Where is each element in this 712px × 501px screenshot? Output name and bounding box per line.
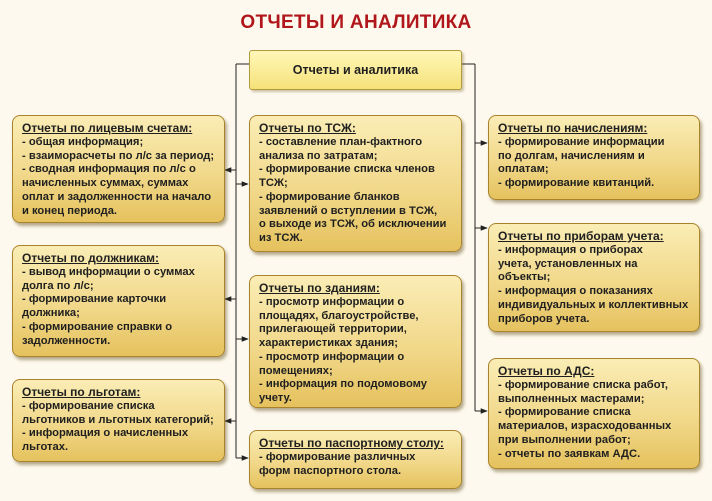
list-item: - информация по подомовому учету. bbox=[259, 378, 428, 405]
list-item: - формирование списка членов ТСЖ; bbox=[259, 163, 435, 190]
list-item: - формирование информации по долгам, начислениям и оплатам; bbox=[498, 135, 665, 176]
list-item: - информация о приборах учета, установленных на объекты; bbox=[498, 243, 643, 284]
list-item: - формирование карточки должника; bbox=[22, 293, 167, 320]
list-item: - информация о начисленных льготах. bbox=[22, 427, 189, 454]
root-node-reports[interactable] bbox=[249, 50, 462, 90]
list-item: - отчеты по заявкам АДС. bbox=[498, 447, 641, 460]
list-item: - вывод информации о суммах долга по л/с; bbox=[22, 265, 195, 292]
box-heading: Отчеты по зданиям: bbox=[259, 281, 380, 295]
box-heading: Отчеты по ТСЖ: bbox=[259, 121, 356, 135]
box-passport[interactable] bbox=[249, 430, 462, 489]
list-item: - формирование бланков заявлений о вступлении в ТСЖ, о выходе из ТСЖ, об исключении из ТСЖ. bbox=[259, 190, 447, 245]
box-heading: Отчеты по начислениям: bbox=[498, 121, 648, 135]
box-personal-accounts[interactable] bbox=[12, 115, 225, 223]
box-hoa[interactable] bbox=[249, 115, 462, 252]
list-item: - составление план-фактного анализа по затратам; bbox=[259, 135, 423, 162]
box-debtors[interactable] bbox=[12, 245, 225, 357]
list-item: - взаиморасчеты по л/с за период; bbox=[22, 149, 215, 162]
box-heading: Отчеты по АДС: bbox=[498, 364, 595, 378]
box-heading: Отчеты по льготам: bbox=[22, 385, 141, 399]
list-item: - информация о показаниях индивидуальных и коллективных приборов учета. bbox=[498, 285, 689, 325]
box-meters[interactable] bbox=[488, 223, 700, 332]
box-charges[interactable] bbox=[488, 115, 700, 200]
list-item: - формирование списка материалов, израсходованных при выполнении работ; bbox=[498, 406, 672, 446]
list-item: - просмотр информации о помещениях; bbox=[259, 350, 405, 377]
list-item: - формирование справки о задолженности. bbox=[22, 320, 173, 347]
root-node-label: Отчеты и аналитика bbox=[292, 63, 419, 77]
list-item: - формирование списка работ, выполненных мастерами; bbox=[498, 378, 669, 405]
box-heading: Отчеты по должникам: bbox=[22, 251, 160, 265]
box-buildings[interactable] bbox=[249, 275, 462, 408]
list-item: - сводная информация по л/с о начисленных суммах, суммах оплат и задолженности на начало и конец периода. bbox=[22, 163, 212, 217]
box-heading: Отчеты по паспортному столу: bbox=[259, 436, 444, 450]
box-heading: Отчеты по лицевым счетам: bbox=[22, 121, 193, 135]
box-emergency-service[interactable] bbox=[488, 358, 700, 469]
list-item: - формирование различных форм паспортного стола. bbox=[259, 450, 416, 477]
list-item: - общая информация; bbox=[22, 135, 144, 148]
list-item: - просмотр информации о площадях, благоустройстве, прилегающей территории, характеристиках здания; bbox=[259, 295, 419, 350]
box-benefits[interactable] bbox=[12, 379, 225, 462]
page-title: ОТЧЕТЫ И АНАЛИТИКА bbox=[240, 12, 472, 33]
list-item: - формирование списка льготников и льготных категорий; bbox=[22, 399, 214, 426]
list-item: - формирование квитанций. bbox=[498, 177, 655, 190]
box-heading: Отчеты по приборам учета: bbox=[498, 229, 664, 243]
